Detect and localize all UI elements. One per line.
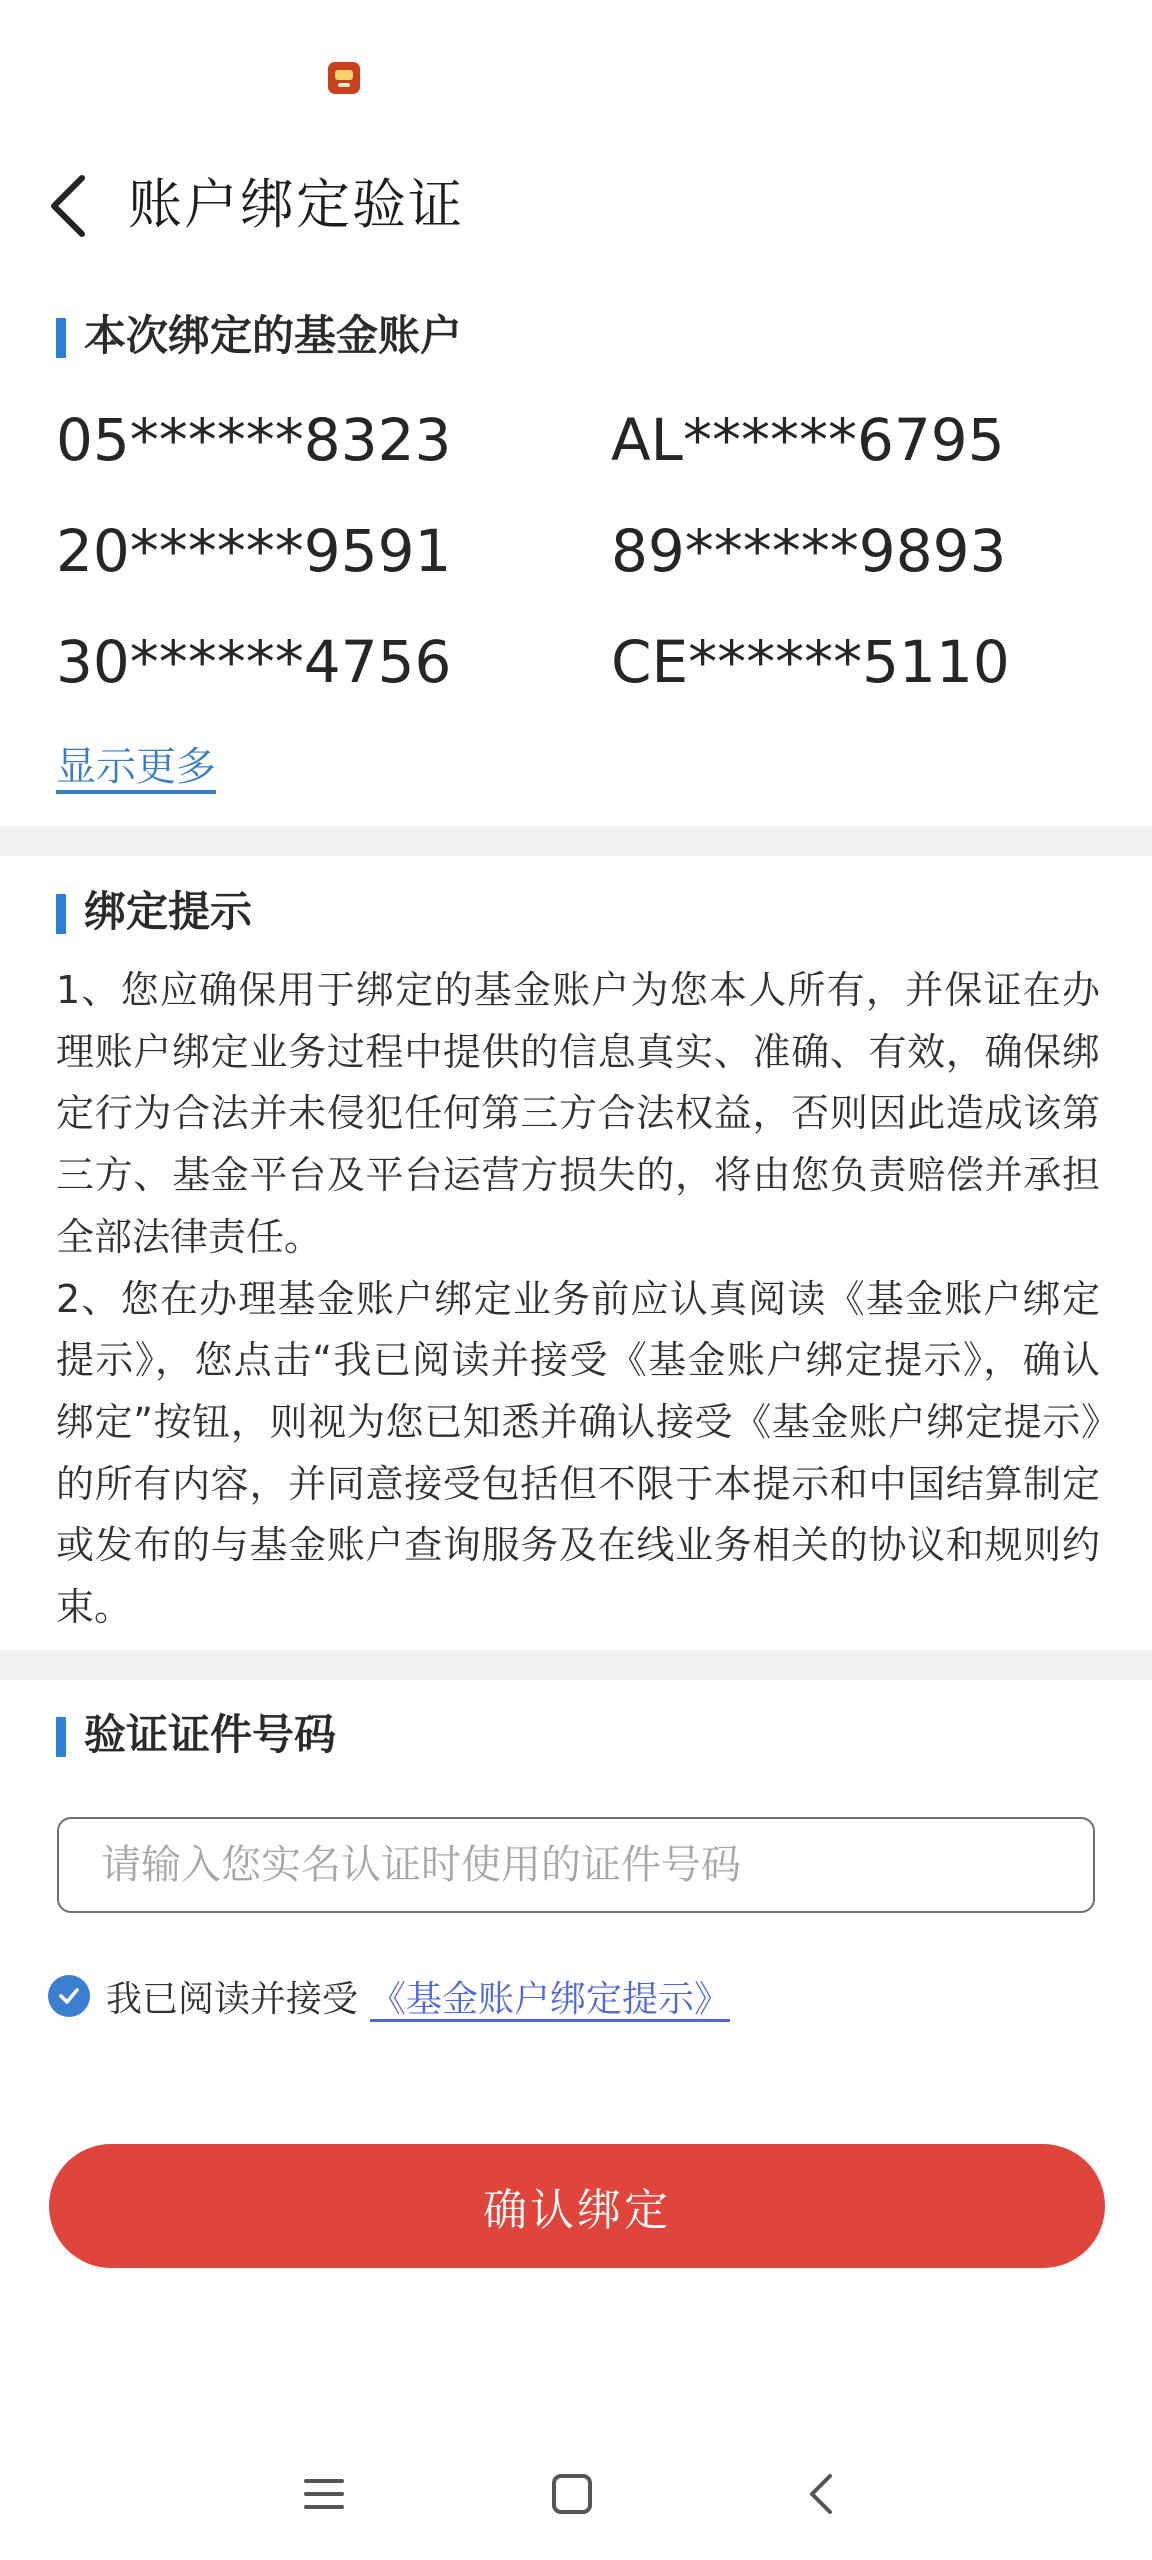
home-glyph <box>542 2464 602 2524</box>
section-divider <box>0 826 1152 856</box>
back-chevron-icon[interactable] <box>792 2464 852 2524</box>
header <box>0 150 1152 260</box>
account-item: AL******6795 <box>611 406 1005 474</box>
account-item: 30******4756 <box>56 628 452 696</box>
home-square-icon[interactable] <box>542 2464 602 2524</box>
notice-paragraph: 2、您在办理基金账户绑定业务前应认真阅读《基金账户绑定提示》，您点击“我已阅读并接受《基金账户绑定提示》，确认绑定”按钮，则视为您已知悉并确认接受《基金账户绑定提示》的所有内容，并同意接受包括但不限于本提示和中国结算制定或发布的与基金账户查询服务及在线业务相关的协议和规则约束。 <box>56 1276 1100 1630</box>
show-more-link[interactable]: 显示更多 <box>56 744 216 790</box>
id-number-input[interactable] <box>57 1817 1095 1913</box>
system-nav-bar <box>0 2440 1152 2540</box>
account-item: CE******5110 <box>611 628 1010 696</box>
agreement-link[interactable]: 《基金账户绑定提示》 <box>370 1978 731 2020</box>
chevron-left-icon <box>38 164 98 248</box>
back-button[interactable] <box>38 164 98 248</box>
notice-text <box>56 960 1100 1639</box>
accounts-grid <box>56 395 1116 728</box>
menu-icon[interactable] <box>294 2464 354 2524</box>
agreement-label: 我已阅读并接受 <box>106 1978 359 2020</box>
check-icon <box>56 1983 82 2009</box>
account-item: 89******9893 <box>611 517 1007 585</box>
menu-glyph <box>294 2464 354 2524</box>
agreement-checkbox[interactable] <box>48 1975 90 2017</box>
accounts-section-title: 本次绑定的基金账户 <box>56 306 462 366</box>
agreement-row <box>48 1968 730 2024</box>
page-title: 账户绑定验证 <box>128 173 464 236</box>
status-bar <box>0 0 1152 140</box>
notice-section-title: 绑定提示 <box>56 882 252 942</box>
id-section-title: 验证证件号码 <box>56 1705 336 1765</box>
notice-paragraph: 1、您应确保用于绑定的基金账户为您本人所有，并保证在办理账户绑定业务过程中提供的信息真实、准确、有效，确保绑定行为合法并未侵犯任何第三方合法权益，否则因此造成该第三方、基金平台及平台运营方损失的，将由您负责赔偿并承担全部法律责任。 <box>56 968 1100 1259</box>
back-glyph <box>792 2464 852 2524</box>
app-notification-icon <box>328 62 360 94</box>
account-item: 20******9591 <box>56 517 452 585</box>
confirm-bind-button[interactable]: 确认绑定 <box>49 2144 1105 2268</box>
account-item: 05******8323 <box>56 406 452 474</box>
section-divider <box>0 1650 1152 1680</box>
